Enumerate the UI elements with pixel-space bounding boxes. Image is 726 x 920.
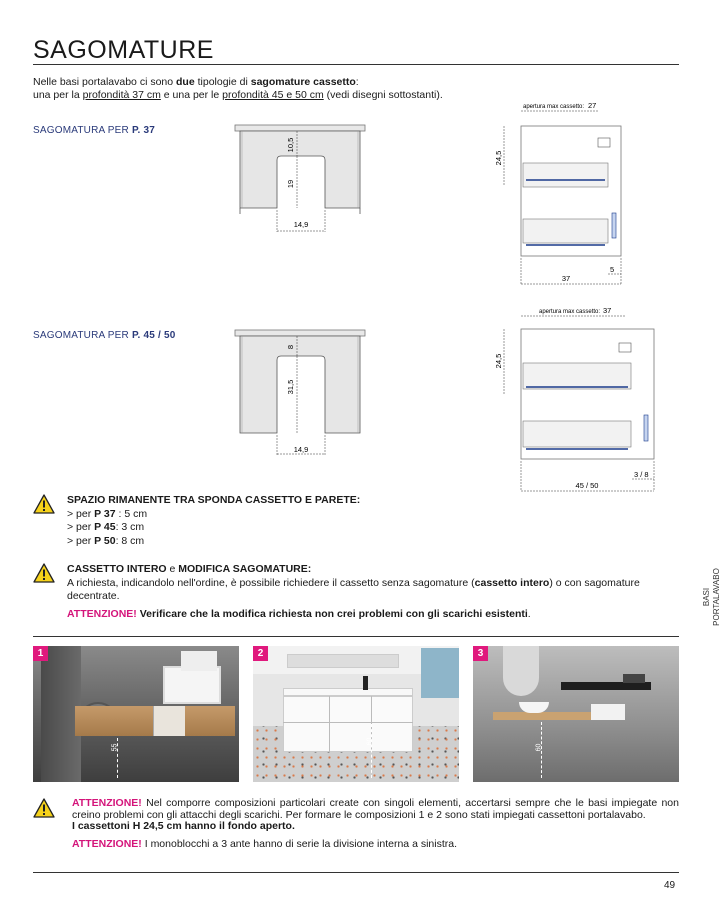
opening-label-p37: apertura max cassetto: [523,104,585,110]
dim-mid-p45: 31,5 [286,379,295,395]
note-full-drawer: CASSETTO INTERO e MODIFICA SAGOMATURE: A richiesta, indicandolo nell'ordine, è possibile richiedere il cassetto senza sagomature (cassetto intero) o con sagomature decentrate. ATTENZIONE! Verificare che la modifica richiesta non crei problemi con gli scarichi esistenti. [67,563,640,620]
list-item: > per P 37 : 5 cm [67,507,148,520]
opening-label-p45: apertura max cassetto: [539,309,601,315]
front-drawing-p45 [230,325,370,460]
photo-badge: 2 [253,646,268,661]
dim-mid-p37: 19 [286,179,295,189]
height-p45: 24,5 [494,353,503,369]
photo-badge: 3 [473,646,488,661]
dim-top-p45: 8 [286,344,295,350]
front-drawing-p37 [230,120,370,240]
opening-value-p37: 27 [588,101,597,110]
title-rule [33,64,679,65]
intro-text: Nelle basi portalavabo ci sono due tipologie di sagomature cassetto: una per la profondità 37 cm e una per le profondità 45 e 50 cm (vedi disegni sottostanti). [33,76,443,101]
list-item: > per P 50: 8 cm [67,534,145,547]
photo2-dim: 60 [366,737,374,746]
side-tab [702,568,726,662]
photo3-dim: 60 [535,743,543,752]
height-p37: 24,5 [494,150,503,166]
warning-icon [33,798,55,818]
side-drawing-p45 [490,303,660,493]
section-rule [33,636,679,637]
opening-value-p45: 37 [603,306,612,315]
page-number: 49 [664,880,676,891]
note-remaining-space [67,494,567,548]
photo-composition-1 [33,646,239,782]
dim-width-p45: 14,9 [293,445,309,454]
list-item: > per P 45: 3 cm [67,521,145,533]
note-compositions: ATTENZIONE! Nel comporre composizioni particolari create con singoli elementi, accertarsi sempre che le basi impiegate non creino problemi con gli attacchi degli scarichi. Per formare le composizioni 1 e 2 sono stati impiegati cassettoni portalavabo. I cassettoni H 24,5 cm hanno il fondo aperto. ATTENZIONE! I monoblocchi a 3 ante hanno di serie la divisione interna a sinistra. [72,797,679,850]
section-label-p37: SAGOMATURA PER P. 37 [33,125,156,136]
note1-heading: SPAZIO RIMANENTE TRA SPONDA CASSETTO E PARETE: [67,494,361,506]
warning-icon [33,563,55,583]
page-title: SAGOMATURE [33,36,214,64]
side-label-line2: PORTALAVABO [712,568,721,626]
photo-composition-3 [473,646,679,782]
warning-icon [33,494,55,514]
photo-composition-2 [253,646,459,782]
side-label-line1: BASI [702,587,711,607]
depth-p37: 37 [561,274,571,283]
section-label-p45: SAGOMATURA PER P. 45 / 50 [33,330,176,341]
gap-p45: 3 / 8 [634,470,649,479]
side-drawing-p37 [490,98,630,290]
photo-badge: 1 [33,646,48,661]
photo1-dim: 55 [111,743,119,752]
dim-width-p37: 14,9 [293,220,309,229]
dim-top-p37: 10,5 [286,137,295,153]
footer-rule [33,872,679,873]
depth-p45: 45 / 50 [575,481,599,490]
gap-p37: 5 [610,265,615,274]
